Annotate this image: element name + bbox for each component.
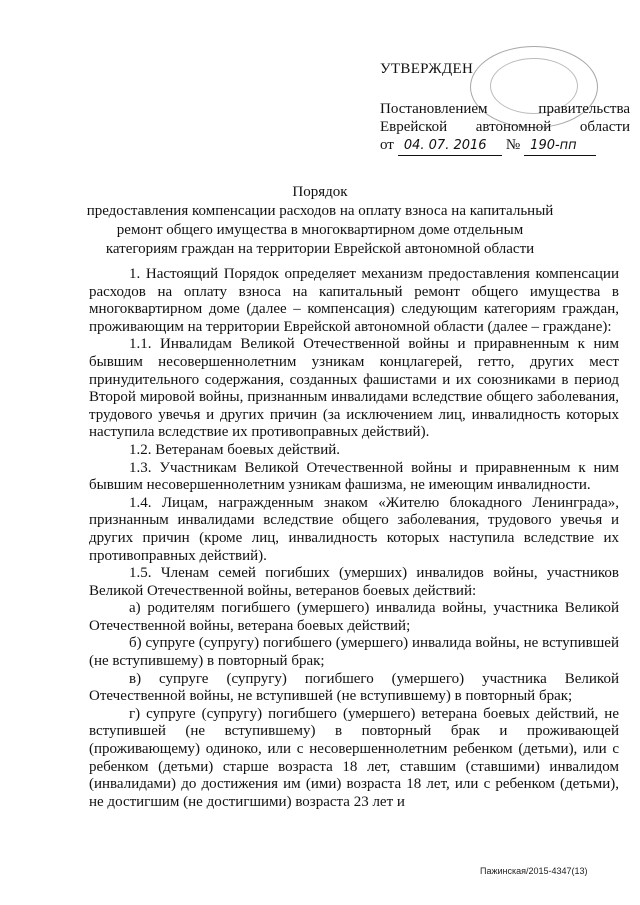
approval-line-1: Постановлением правительства xyxy=(380,101,630,117)
paragraph-1-3: 1.3. Участникам Великой Отечественной войны и приравненным к ним бывшим несовершеннолетним узникам фашизма, не имеющим инвалидности. xyxy=(89,459,619,494)
approval-date-line xyxy=(380,136,630,156)
number-label: № xyxy=(505,137,521,153)
approval-block xyxy=(380,60,630,156)
paragraph-1-5-v: в) супруге (супругу) погибшего (умершего) участника Великой Отечественной войны, не вступившей (не вступившему) в повторный брак; xyxy=(89,670,619,705)
document-title xyxy=(80,183,560,259)
paragraph-1-5-a: а) родителям погибшего (умершего) инвалида войны, участника Великой Отечественной войны, ветерана боевых действий; xyxy=(89,600,619,634)
paragraph-1-1: 1.1. Инвалидам Великой Отечественной войны и приравненным к ним бывшим несовершеннолетним узникам концлагерей, гетто, других мест принудительного содержания, созданных фашистами и их союзниками в период Второй мировой войны, признанным инвалидами вследствие общего заболевания, трудового увечья и других причин (за исключением лиц, инвалидность которых наступила вследствие их противоправных действий). xyxy=(89,336,619,441)
from-label: от xyxy=(380,137,394,153)
paragraph-1-5-b: б) супруге (супругу) погибшего (умершего) инвалида войны, не вступившей (не вступившему) в повторный брак; xyxy=(89,635,619,670)
paragraph-1-5: 1.5. Членам семей погибших (умерших) инвалидов войны, участников Великой Отечественной войны, ветеранов боевых действий: xyxy=(89,565,619,599)
title-subtitle: предоставления компенсации расходов на оплату взноса на капитальный ремонт общего имущества в многоквартирном доме отдельным категориям граждан на территории Еврейской автономной области xyxy=(86,203,554,257)
paragraph-1-5-g: г) супруге (супругу) погибшего (умершего) ветерана боевых действий, не вступившей (не вступившему) в повторный брак и проживающей (проживающему) одиноко, или с несовершеннолетним ребенком (детьми), или с ребенком (детьми) старше возраста 18 лет, ставшим (ставшими) инвалидом (инвалидами) до достижения им (ими) возраста 18 лет, или с ребенком (детьми), не достигшим (не достигшими) возраста 23 лет и xyxy=(89,705,619,810)
paragraph-1-2: 1.2. Ветеранам боевых действий. xyxy=(129,441,341,458)
approval-heading: УТВЕРЖДЕН xyxy=(380,61,474,77)
document-body xyxy=(89,266,619,811)
footer-reference: Пажинская/2015-4347(13) xyxy=(480,866,588,876)
title-main: Порядок xyxy=(292,184,348,200)
paragraph-1: 1. Настоящий Порядок определяет механизм предоставления компенсации расходов на оплату взноса на капитальный ремонт общего имущества в многоквартирном доме (далее – компенсация) следующим категориям граждан, проживающим на территории Еврейской автономной области (далее – граждане): xyxy=(89,266,619,335)
handwritten-date: 04. 07. 2016 xyxy=(398,137,502,156)
approval-line-2: Еврейской автономной области xyxy=(380,119,630,135)
handwritten-number: 190-пп xyxy=(524,137,596,156)
paragraph-1-4: 1.4. Лицам, награжденным знаком «Жителю блокадного Ленинграда», признанным инвалидами вследствие общего заболевания, трудового увечья и других причин (кроме лиц, инвалидность которых наступила вследствие их противоправных действий). xyxy=(89,494,619,564)
